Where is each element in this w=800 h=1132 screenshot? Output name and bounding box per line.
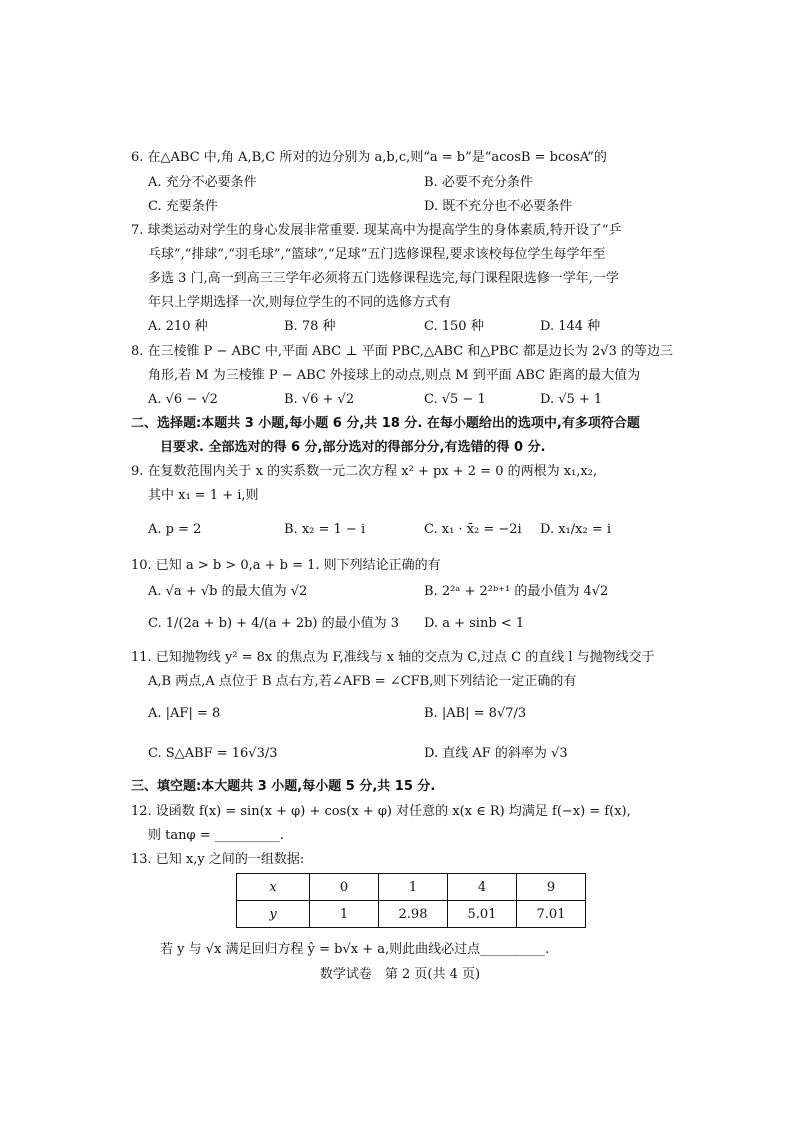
table-cell: 1 xyxy=(310,901,379,928)
q10-option-d: D. a + sinb < 1 xyxy=(424,616,525,631)
table-header-x: x xyxy=(237,874,310,901)
q6-stem: 6. 在△ABC 中,角 A,B,C 所对的边分别为 a,b,c,则“a = b”是“acosB = bcosA”的 xyxy=(131,150,607,165)
section-2-heading: 二、选择题:本题共 3 小题,每小题 6 分,共 18 分. 在每小题给出的选项中,有多项符合题 xyxy=(131,416,640,431)
q6-option-a: A. 充分不必要条件 xyxy=(148,175,257,190)
q11-option-c: C. S△ABF = 16√3/3 xyxy=(148,746,278,761)
q7-line-2: 乓球”,“排球”,“羽毛球”,“篮球”,“足球”五门选修课程,要求该校每位学生每学年至 xyxy=(148,247,606,262)
q10-option-c: C. 1/(2a + b) + 4/(a + 2b) 的最小值为 3 xyxy=(148,616,400,631)
q7-option-c: C. 150 种 xyxy=(424,319,484,334)
q7-line-4: 年只上学期选择一次,则每位学生的不同的选修方式有 xyxy=(148,295,452,310)
q13-data-table xyxy=(236,873,586,928)
q8-option-c: C. √5 − 1 xyxy=(424,392,486,407)
q7-line-3: 多选 3 门,高一到高三三学年必须将五门选修课程选完,每门课程限选修一学年,一学 xyxy=(148,271,619,286)
table-row xyxy=(237,901,586,928)
table-row xyxy=(237,874,586,901)
q12-line-1: 12. 设函数 f(x) = sin(x + φ) + cos(x + φ) 对任意的 x(x ∈ R) 均满足 f(−x) = f(x), xyxy=(131,804,631,819)
table-cell: 0 xyxy=(310,874,379,901)
table-cell: 9 xyxy=(517,874,586,901)
page-footer: 数学试卷 第 2 页(共 4 页) xyxy=(319,967,481,982)
table-cell: 7.01 xyxy=(517,901,586,928)
q13-regression-line: 若 y 与 √x 满足回归方程 ŷ = b√x + a,则此曲线必过点__________. xyxy=(160,942,550,957)
q10-option-b: B. 2²ᵃ + 2²ᵇ⁺¹ 的最小值为 4√2 xyxy=(424,584,609,599)
q9-option-c: C. x₁ · x̄₂ = −2i xyxy=(424,522,522,537)
q9-line-1: 9. 在复数范围内关于 x 的实系数一元二次方程 x² + px + 2 = 0 的两根为 x₁,x₂, xyxy=(131,464,598,479)
q9-option-a: A. p = 2 xyxy=(148,522,202,537)
q11-option-b: B. |AB| = 8√7/3 xyxy=(424,706,527,721)
q7-option-b: B. 78 种 xyxy=(284,319,336,334)
table-cell: 2.98 xyxy=(379,901,448,928)
q7-option-d: D. 144 种 xyxy=(540,319,601,334)
q7-line-1: 7. 球类运动对学生的身心发展非常重要. 现某高中为提高学生的身体素质,特开设了“乒 xyxy=(131,223,622,238)
q6-option-d: D. 既不充分也不必要条件 xyxy=(424,199,573,214)
q6-option-b: B. 必要不充分条件 xyxy=(424,175,533,190)
q8-line-1: 8. 在三棱锥 P − ABC 中,平面 ABC ⊥ 平面 PBC,△ABC 和△PBC 都是边长为 2√3 的等边三 xyxy=(131,344,673,359)
table-cell: 1 xyxy=(379,874,448,901)
q12-line-2: 则 tanφ = __________. xyxy=(148,828,284,843)
q7-option-a: A. 210 种 xyxy=(148,319,208,334)
q8-option-d: D. √5 + 1 xyxy=(540,392,603,407)
q11-option-a: A. |AF| = 8 xyxy=(148,706,221,721)
q9-option-b: B. x₂ = 1 − i xyxy=(284,522,366,537)
table-header-y: y xyxy=(237,901,310,928)
section-2-heading-cont: 目要求. 全部选对的得 6 分,部分选对的得部分分,有选错的得 0 分. xyxy=(160,440,546,455)
q6-option-c: C. 充要条件 xyxy=(148,199,218,214)
q8-option-a: A. √6 − √2 xyxy=(148,392,218,407)
q11-line-2: A,B 两点,A 点位于 B 点右方,若∠AFB = ∠CFB,则下列结论一定正确的有 xyxy=(148,674,577,689)
q8-line-2: 角形,若 M 为三棱锥 P − ABC 外接球上的动点,则点 M 到平面 ABC 距离的最大值为 xyxy=(148,368,641,383)
q10-stem: 10. 已知 a > b > 0,a + b = 1. 则下列结论正确的有 xyxy=(131,558,441,573)
table-cell: 5.01 xyxy=(448,901,517,928)
q11-option-d: D. 直线 AF 的斜率为 √3 xyxy=(424,746,568,761)
q13-stem: 13. 已知 x,y 之间的一组数据: xyxy=(131,852,305,867)
section-3-heading: 三、填空题:本大题共 3 小题,每小题 5 分,共 15 分. xyxy=(131,779,436,794)
table-cell: 4 xyxy=(448,874,517,901)
q9-option-d: D. x₁/x₂ = i xyxy=(540,522,612,537)
q8-option-b: B. √6 + √2 xyxy=(284,392,355,407)
q10-option-a: A. √a + √b 的最大值为 √2 xyxy=(148,584,308,599)
q9-line-2: 其中 x₁ = 1 + i,则 xyxy=(148,488,259,503)
q11-line-1: 11. 已知抛物线 y² = 8x 的焦点为 F,准线与 x 轴的交点为 C,过点 C 的直线 l 与抛物线交于 xyxy=(131,650,655,665)
